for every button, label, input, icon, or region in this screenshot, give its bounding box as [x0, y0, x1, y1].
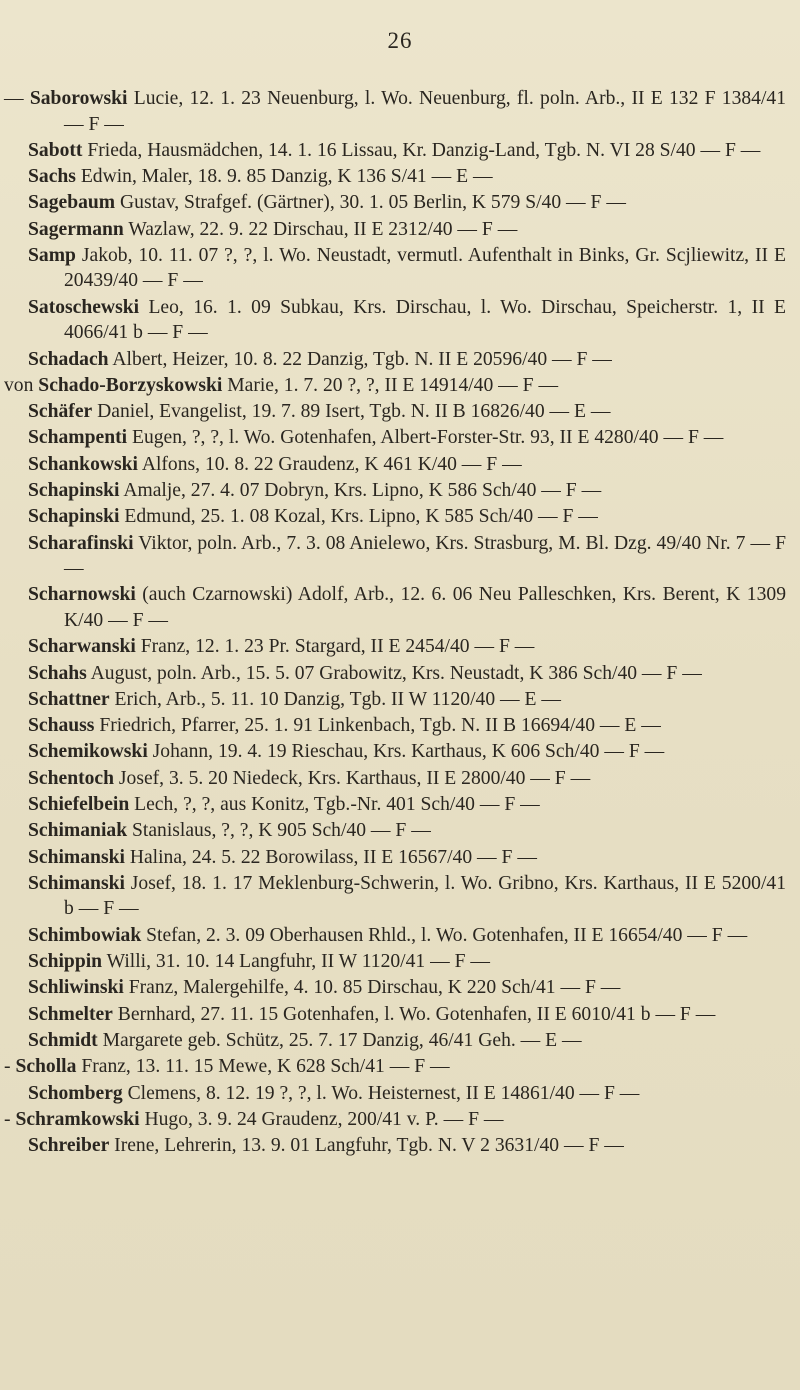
entry-details: Stanislaus, ?, ?, K 905 Sch/40 — F —: [127, 820, 431, 842]
entry-details: August, poln. Arb., 15. 5. 07 Grabowitz, Krs. Neustadt, K 386 Sch/40 — F —: [86, 662, 702, 684]
list-item: [0, 504, 800, 530]
list-item: [0, 217, 800, 243]
list-item: [0, 190, 800, 216]
entry-details: Clemens, 8. 12. 19 ?, ?, l. Wo. Heisternest, II E 14861/40 — F —: [122, 1082, 640, 1104]
entry-surname: Schadach: [28, 348, 109, 370]
list-item: [0, 818, 800, 844]
entry-surname: Scholla: [15, 1056, 77, 1078]
list-item: [0, 531, 800, 582]
entry-details: Edwin, Maler, 18. 9. 85 Danzig, K 136 S/41 — E —: [75, 166, 493, 188]
entry-list: [0, 86, 800, 1159]
entry-details: Daniel, Evangelist, 19. 7. 89 Isert, Tgb. N. II B 16826/40 — E —: [92, 401, 611, 423]
entry-surname: Schapinski: [28, 506, 120, 528]
page-number: 26: [387, 28, 413, 53]
list-item: [0, 1107, 800, 1133]
entry-surname: Schankowski: [28, 453, 138, 475]
entry-details: Lech, ?, ?, aus Konitz, Tgb.-Nr. 401 Sch/40 — F —: [129, 794, 540, 816]
entry-surname: Samp: [28, 244, 76, 266]
list-item: [0, 923, 800, 949]
entry-details: Franz, Malergehilfe, 4. 10. 85 Dirschau, K 220 Sch/41 — F —: [123, 977, 621, 999]
entry-surname: Schado-Borzyskowski: [38, 374, 223, 396]
entry-details: Franz, 13. 11. 15 Mewe, K 628 Sch/41 — F —: [76, 1056, 450, 1078]
entry-surname: Scharafinski: [28, 532, 134, 554]
entry-details: Gustav, Strafgef. (Gärtner), 30. 1. 05 Berlin, K 579 S/40 — F —: [115, 192, 626, 214]
entry-surname: Scharnowski: [28, 584, 136, 606]
list-item: [0, 478, 800, 504]
entry-details: Margarete geb. Schütz, 25. 7. 17 Danzig, 46/41 Geh. — E —: [97, 1029, 582, 1051]
entry-details: Irene, Lehrerin, 13. 9. 01 Langfuhr, Tgb. N. V 2 3631/40 — F —: [109, 1135, 624, 1157]
entry-details: Wazlaw, 22. 9. 22 Dirschau, II E 2312/40 — F —: [123, 218, 518, 240]
list-item: [0, 661, 800, 687]
entry-prefix: -: [4, 1056, 16, 1078]
entry-details: Friedrich, Pfarrer, 25. 1. 91 Linkenbach, Tgb. N. II B 16694/40 — E —: [94, 715, 661, 737]
entry-surname: Saborowski: [29, 88, 128, 109]
entry-surname: Sachs: [28, 166, 76, 188]
entry-surname: Schahs: [28, 662, 87, 684]
list-item: [0, 86, 800, 137]
list-item: [0, 766, 800, 792]
entry-surname: Sabott: [28, 139, 83, 161]
list-item: [0, 845, 800, 871]
list-item: [0, 871, 800, 922]
list-item: [0, 713, 800, 739]
entry-details: Edmund, 25. 1. 08 Kozal, Krs. Lipno, K 585 Sch/40 — F —: [119, 506, 598, 528]
entry-details: Lucie, 12. 1. 23 Neuenburg, l. Wo. Neuenburg, fl. poln. Arb., II E 132 F 1384/41 — F —: [64, 88, 786, 135]
entry-surname: Satoschewski: [28, 296, 140, 318]
entry-surname: Sagebaum: [28, 192, 116, 214]
entry-surname: Schimaniak: [28, 820, 128, 842]
entry-surname: Schippin: [28, 951, 103, 973]
entry-details: Josef, 18. 1. 17 Meklenburg-Schwerin, l. Wo. Gribno, Krs. Karthaus, II E 5200/41 b — F —: [64, 872, 786, 920]
list-item: [0, 243, 800, 294]
entry-surname: Schimanski: [28, 872, 125, 894]
list-item: [0, 295, 800, 346]
list-item: [0, 138, 800, 164]
list-item: [0, 739, 800, 765]
entry-surname: Schliwinski: [28, 977, 124, 999]
entry-details: Bernhard, 27. 11. 15 Gotenhafen, l. Wo. Gotenhafen, II E 6010/41 b — F —: [112, 1003, 716, 1025]
entry-prefix: von: [4, 374, 39, 396]
list-item: [0, 687, 800, 713]
list-item: [0, 425, 800, 451]
entry-surname: Schimbowiak: [28, 924, 142, 946]
entry-details: Franz, 12. 1. 23 Pr. Stargard, II E 2454/40 — F —: [135, 636, 535, 658]
entry-details: Hugo, 3. 9. 24 Graudenz, 200/41 v. P. — F —: [139, 1108, 504, 1130]
entry-details: Willi, 31. 10. 14 Langfuhr, II W 1120/41 — F —: [102, 951, 491, 973]
list-item: [0, 949, 800, 975]
entry-details: Stefan, 2. 3. 09 Oberhausen Rhld., l. Wo. Gotenhafen, II E 16654/40 — F —: [141, 924, 748, 946]
entry-surname: Schapinski: [28, 480, 120, 502]
entry-surname: Schreiber: [28, 1135, 110, 1157]
entry-details: Amalje, 27. 4. 07 Dobryn, Krs. Lipno, K 586 Sch/40 — F —: [119, 480, 602, 502]
entry-surname: Schentoch: [28, 767, 115, 789]
entry-details: Albert, Heizer, 10. 8. 22 Danzig, Tgb. N. II E 20596/40 — F —: [108, 348, 612, 370]
entry-surname: Scharwanski: [28, 636, 136, 658]
entry-details: Josef, 3. 5. 20 Niedeck, Krs. Karthaus, II E 2800/40 — F —: [114, 767, 591, 789]
list-item: [0, 1002, 800, 1028]
list-item: [0, 634, 800, 660]
entry-surname: Schäfer: [28, 401, 93, 423]
entry-prefix: —: [4, 88, 30, 109]
list-item: [0, 373, 800, 399]
list-item: [0, 164, 800, 190]
entry-details: Marie, 1. 7. 20 ?, ?, II E 14914/40 — F —: [222, 374, 559, 396]
entry-details: Alfons, 10. 8. 22 Graudenz, K 461 K/40 — F —: [138, 453, 522, 475]
list-item: [0, 1028, 800, 1054]
entry-details: Halina, 24. 5. 22 Borowilass, II E 16567/40 — F —: [124, 846, 537, 868]
list-item: [0, 582, 800, 633]
list-item: [0, 975, 800, 1001]
list-item: [0, 399, 800, 425]
entry-prefix: -: [4, 1108, 16, 1130]
list-item: [0, 1133, 800, 1159]
entry-surname: Schimanski: [28, 846, 125, 868]
list-item: [0, 347, 800, 373]
list-item: [0, 452, 800, 478]
entry-surname: Schmidt: [28, 1029, 98, 1051]
entry-details: Erich, Arb., 5. 11. 10 Danzig, Tgb. II W 1120/40 — E —: [109, 688, 561, 710]
entry-surname: Schattner: [28, 688, 110, 710]
entry-details: Jakob, 10. 11. 07 ?, ?, l. Wo. Neustadt, vermutl. Aufenthalt in Binks, Gr. Scjliewitz, II E 20439/40 — F —: [64, 244, 786, 292]
list-item: [0, 1081, 800, 1107]
list-item: [0, 1054, 800, 1080]
entry-surname: Schramkowski: [15, 1108, 140, 1130]
entry-surname: Sagermann: [28, 218, 124, 240]
entry-surname: Schampenti: [28, 427, 128, 449]
entry-details: Johann, 19. 4. 19 Rieschau, Krs. Karthaus, K 606 Sch/40 — F —: [147, 741, 665, 763]
entry-surname: Schmelter: [28, 1003, 113, 1025]
entry-details: Viktor, poln. Arb., 7. 3. 08 Anielewo, Krs. Strasburg, M. Bl. Dzg. 49/40 Nr. 7 — F —: [64, 532, 786, 580]
list-item: [0, 792, 800, 818]
entry-details: Leo, 16. 1. 09 Subkau, Krs. Dirschau, l. Wo. Dirschau, Speicherstr. 1, II E 4066/41 b — F —: [64, 296, 786, 344]
entry-details: (auch Czarnowski) Adolf, Arb., 12. 6. 06 Neu Palleschken, Krs. Berent, K 1309 K/40 — F —: [64, 584, 786, 631]
entry-surname: Schauss: [28, 715, 95, 737]
entry-surname: Schemikowski: [28, 741, 148, 763]
entry-surname: Schomberg: [28, 1082, 123, 1104]
entry-surname: Schiefelbein: [28, 794, 130, 816]
entry-details: Frieda, Hausmädchen, 14. 1. 16 Lissau, Kr. Danzig-Land, Tgb. N. VI 28 S/40 — F —: [82, 139, 761, 161]
entry-details: Eugen, ?, ?, l. Wo. Gotenhafen, Albert-Forster-Str. 93, II E 4280/40 — F —: [127, 427, 724, 449]
